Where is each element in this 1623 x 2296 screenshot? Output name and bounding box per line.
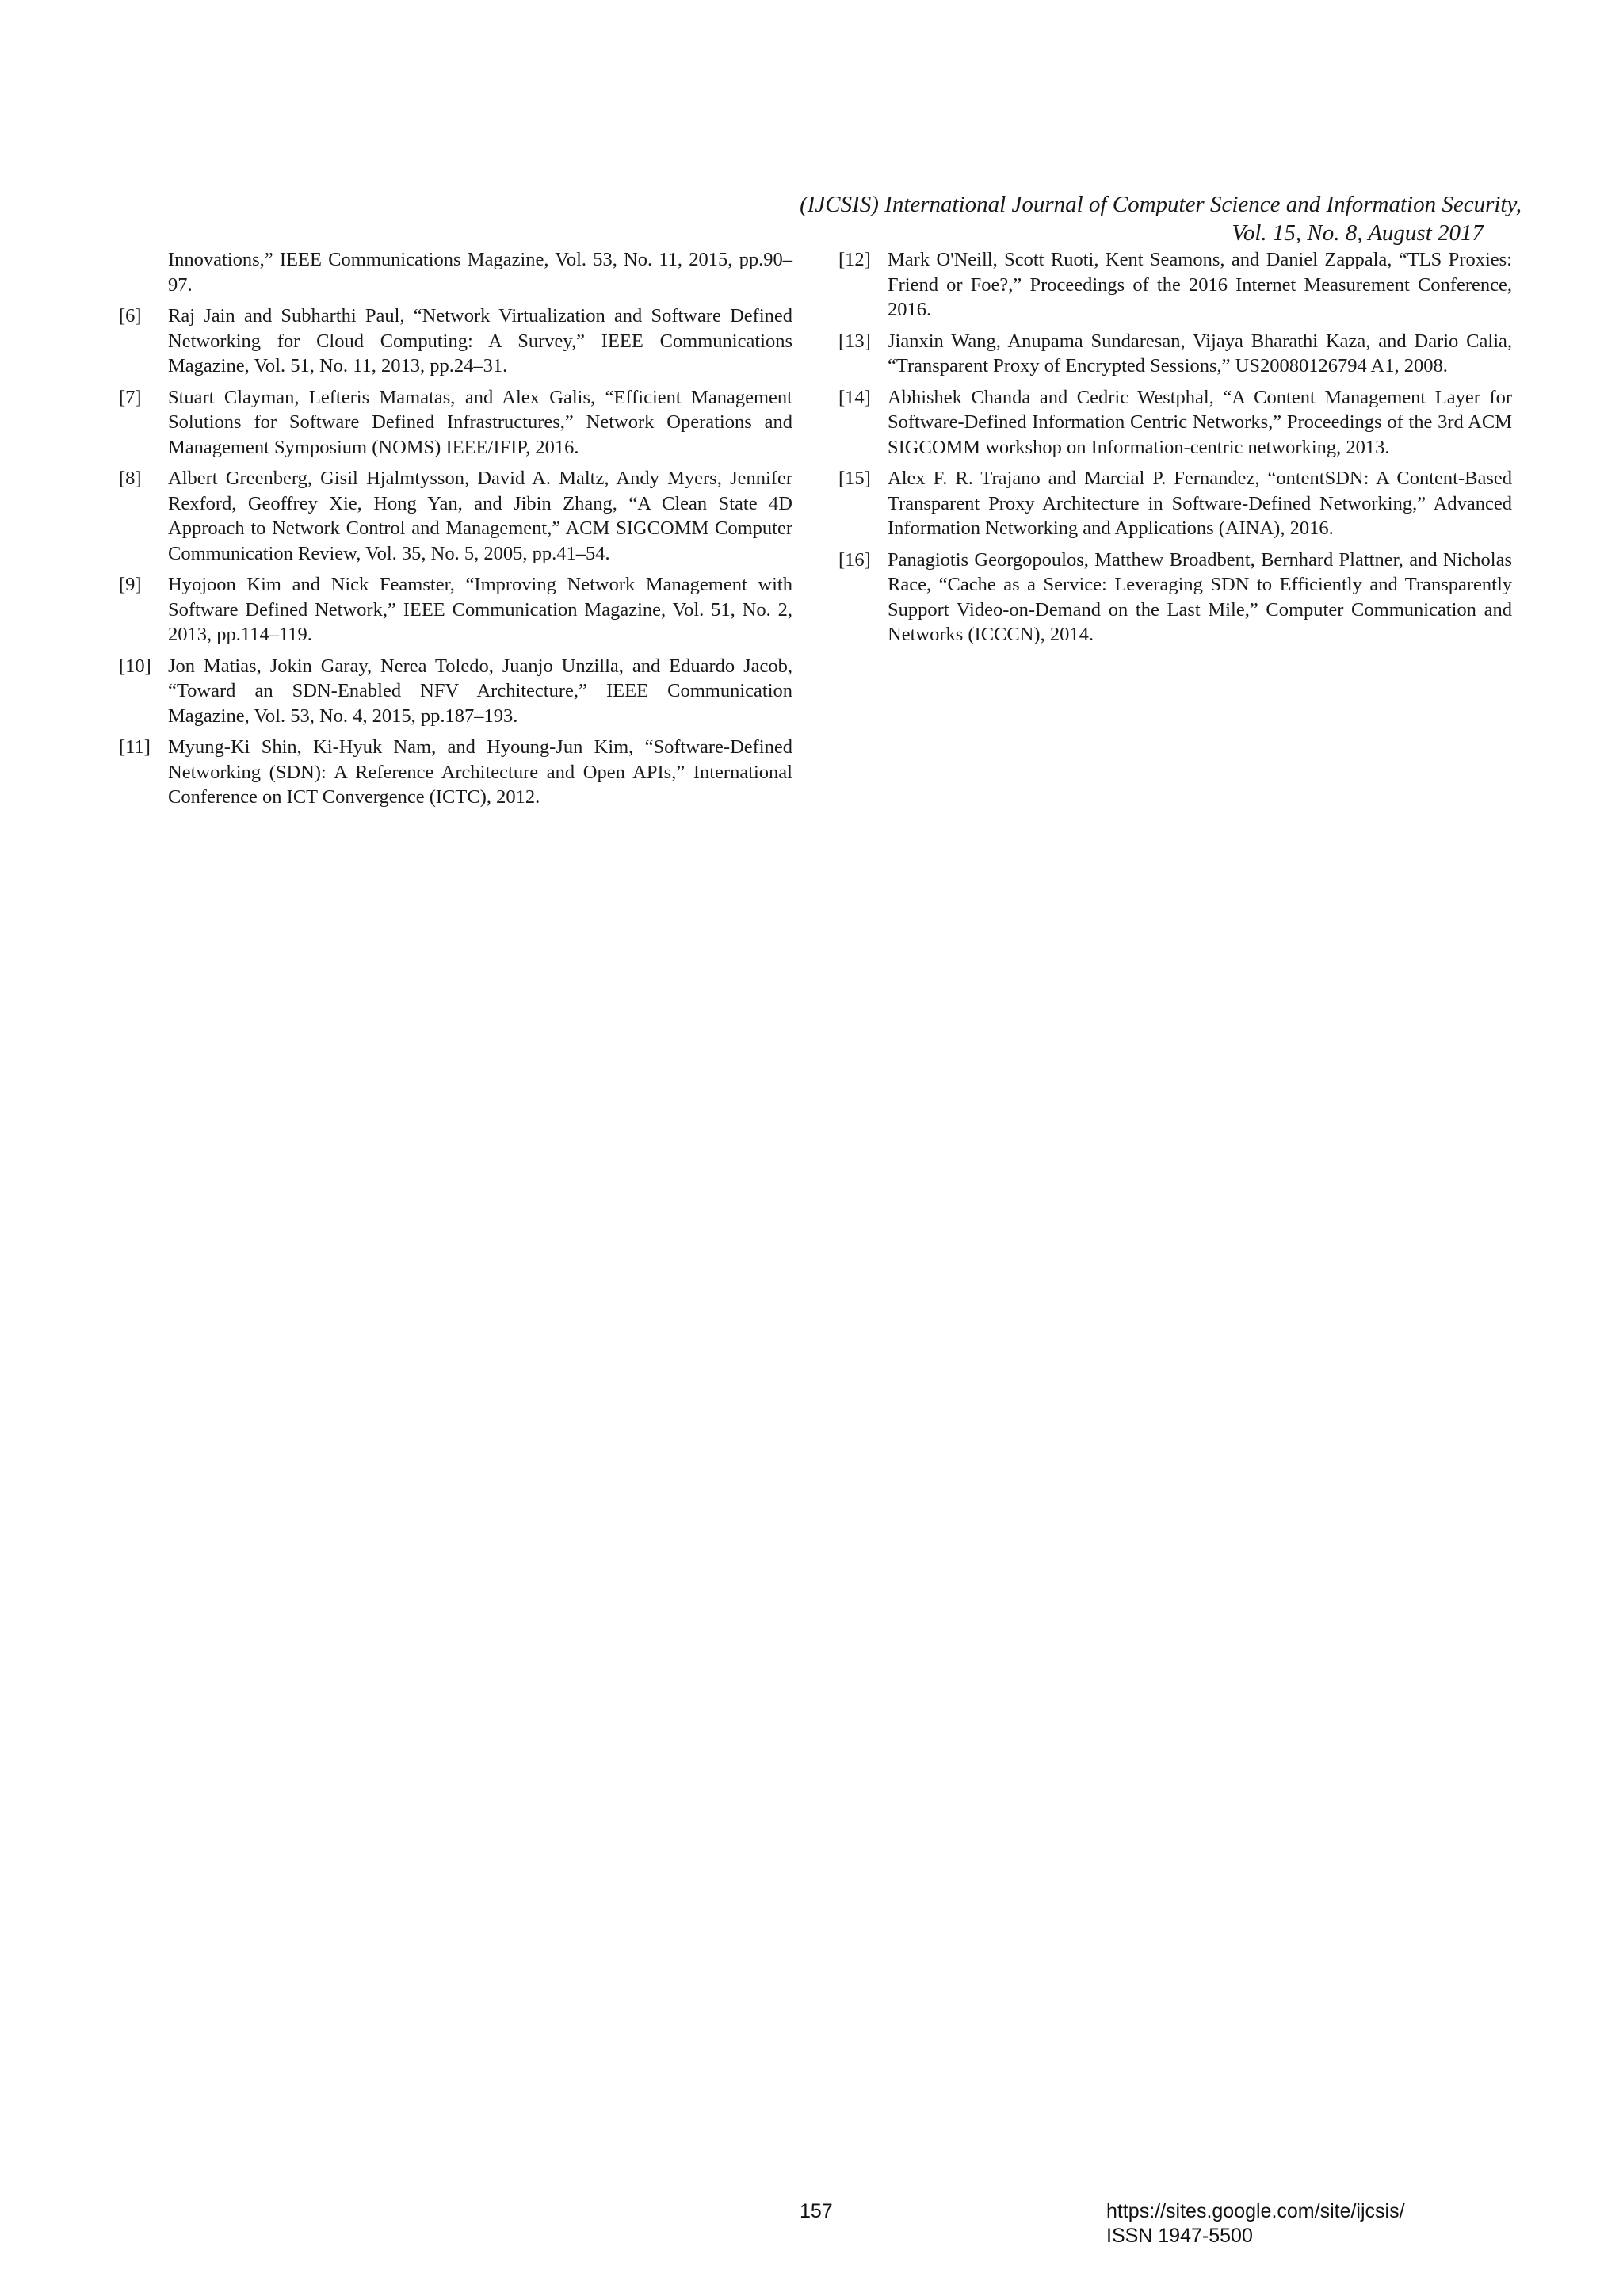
issn-number: ISSN 1947-5500 bbox=[1106, 2225, 1253, 2247]
reference-number: [9] bbox=[119, 574, 142, 595]
reference-number: [7] bbox=[119, 386, 142, 408]
reference-continuation bbox=[119, 247, 792, 297]
reference-item bbox=[838, 548, 1512, 648]
reference-number: [11] bbox=[119, 736, 151, 758]
reference-number: [8] bbox=[119, 468, 142, 489]
journal-url: https://sites.google.com/site/ijcsis/ bbox=[1106, 2200, 1405, 2222]
reference-item bbox=[119, 466, 792, 566]
reference-text: Jianxin Wang, Anupama Sundaresan, Vijaya Bharathi Kaza, and Dario Calia, “Transparent Proxy of Encrypted Sessions,” US20080126794 A1, 2008. bbox=[888, 330, 1512, 376]
reference-text: Panagiotis Georgopoulos, Matthew Broadbent, Bernhard Plattner, and Nicholas Race, “Cache as a Service: Leveraging SDN to Efficiently and Transparently Support Video-on-Demand on the Last Mile,” Computer Communication and Networks (ICCCN), 2014. bbox=[888, 548, 1512, 645]
reference-text: Myung-Ki Shin, Ki-Hyuk Nam, and Hyoung-Jun Kim, “Software-Defined Networking (SDN): A Reference Architecture and Open APIs,” International Conference on ICT Convergence (ICTC), 2012. bbox=[168, 736, 792, 808]
journal-header bbox=[491, 190, 1522, 247]
journal-title: (IJCSIS) International Journal of Computer Science and Information Security, bbox=[800, 192, 1522, 217]
reference-number: [10] bbox=[119, 655, 151, 677]
reference-number: [14] bbox=[838, 386, 871, 408]
reference-number: [16] bbox=[838, 548, 871, 571]
references-right-column bbox=[838, 247, 1512, 654]
reference-text: Stuart Clayman, Lefteris Mamatas, and Alex Galis, “Efficient Management Solutions for Software Defined Infrastructures,” Network Operations and Management Symposium (NOMS) IEEE/IFIP, 2016. bbox=[168, 386, 792, 458]
reference-text: Innovations,” IEEE Communications Magazine, Vol. 53, No. 11, 2015, pp.90–97. bbox=[168, 249, 792, 296]
reference-text: Hyojoon Kim and Nick Feamster, “Improving Network Management with Software Defined Network,” IEEE Communication Magazine, Vol. 51, No. 2, 2013, pp.114–119. bbox=[168, 574, 792, 645]
reference-item bbox=[838, 247, 1512, 323]
reference-item bbox=[838, 466, 1512, 541]
reference-item bbox=[119, 572, 792, 648]
reference-text: Raj Jain and Subharthi Paul, “Network Virtualization and Software Defined Networking for Cloud Computing: A Survey,” IEEE Communications Magazine, Vol. 51, No. 11, 2013, pp.24–31. bbox=[168, 305, 792, 376]
reference-text: Jon Matias, Jokin Garay, Nerea Toledo, Juanjo Unzilla, and Eduardo Jacob, “Toward an SDN-Enabled NFV Architecture,” IEEE Communication Magazine, Vol. 53, No. 4, 2015, pp.187–193. bbox=[168, 655, 792, 727]
reference-item bbox=[119, 654, 792, 729]
reference-text: Abhishek Chanda and Cedric Westphal, “A Content Management Layer for Software-Defined Information Centric Networks,” Proceedings of the 3rd ACM SIGCOMM workshop on Information-centric networking, 2013. bbox=[888, 386, 1512, 458]
reference-text: Mark O'Neill, Scott Ruoti, Kent Seamons, and Daniel Zappala, “TLS Proxies: Friend or Foe?,” Proceedings of the 2016 Internet Measurement Conference, 2016. bbox=[888, 249, 1512, 320]
reference-item bbox=[838, 329, 1512, 379]
reference-text: Albert Greenberg, Gisil Hjalmtysson, David A. Maltz, Andy Myers, Jennifer Rexford, Geoffrey Xie, Hong Yan, and Jibin Zhang, “A Clean State 4D Approach to Network Control and Management,” ACM SIGCOMM Computer Communication Review, Vol. 35, No. 5, 2005, pp.41–54. bbox=[168, 468, 792, 564]
reference-number: [13] bbox=[838, 330, 871, 352]
reference-item bbox=[119, 385, 792, 460]
reference-item bbox=[119, 304, 792, 379]
footer-info bbox=[1106, 2199, 1405, 2248]
reference-number: [12] bbox=[838, 249, 871, 270]
references-left-column bbox=[119, 247, 792, 816]
page-number: 157 bbox=[800, 2200, 833, 2222]
reference-number: [6] bbox=[119, 305, 142, 327]
journal-volume: Vol. 15, No. 8, August 2017 bbox=[1232, 220, 1484, 246]
reference-number: [15] bbox=[838, 468, 871, 489]
reference-item bbox=[119, 735, 792, 810]
reference-item bbox=[838, 385, 1512, 460]
reference-text: Alex F. R. Trajano and Marcial P. Fernandez, “ontentSDN: A Content-Based Transparent Proxy Architecture in Software-Defined Networking,” Advanced Information Networking and Applications (AINA), 2016. bbox=[888, 468, 1512, 539]
